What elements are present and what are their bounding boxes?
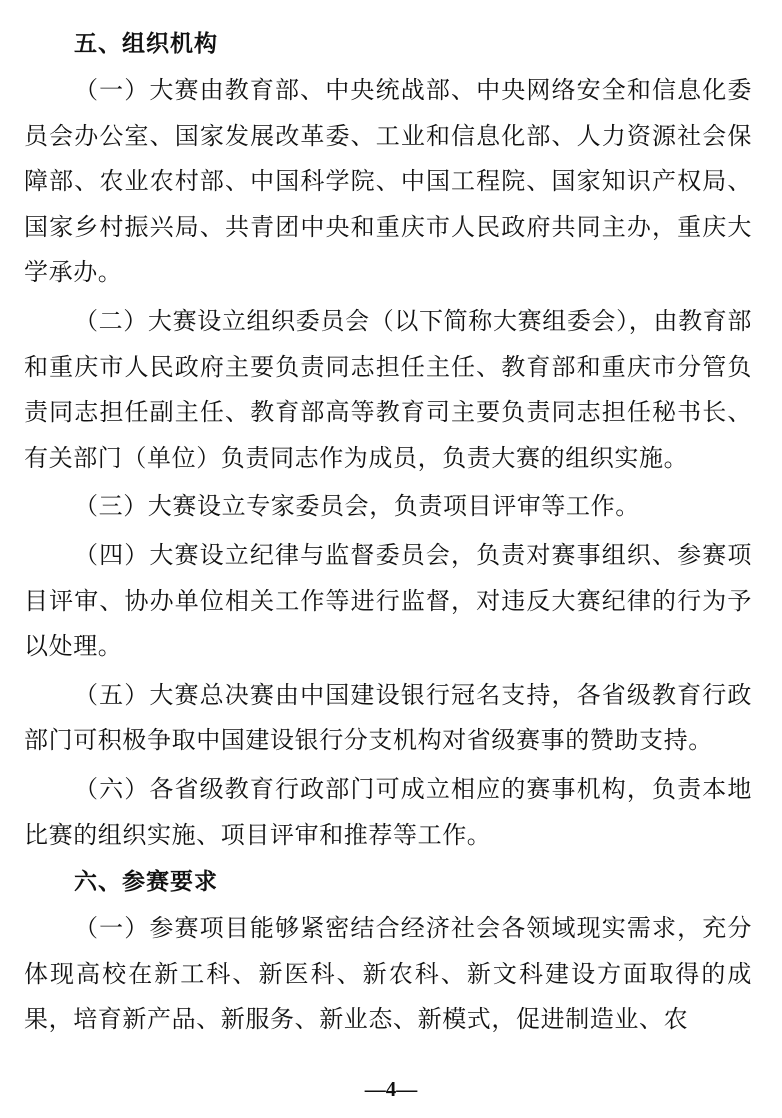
section-heading-organization: 五、组织机构 bbox=[74, 30, 218, 57]
paragraph-project-requirements: （一）参赛项目能够紧密结合经济社会各领域现实需求，充分体现高校在新工科、新医科、新农科、新文科建设方面取得的成果，培育新产品、新服务、新业态、新模式，促进制造业、农 bbox=[24, 914, 752, 1034]
paragraph-sponsorship: （五）大赛总决赛由中国建设银行冠名支持，各省级教育行政部门可积极争取中国建设银行分支机构对省级赛事的赞助支持。 bbox=[24, 680, 752, 755]
section-heading-requirements: 六、参赛要求 bbox=[74, 868, 218, 896]
page-number: —4— bbox=[364, 1077, 418, 1101]
paragraph-expert-committee: （三）大赛设立专家委员会，负责项目评审等工作。 bbox=[74, 492, 640, 521]
paragraph-organizers: （一）大赛由教育部、中央统战部、中央网络安全和信息化委员会办公室、国家发展改革委、工业和信息化部、人力资源社会保障部、农业农村部、中国科学院、中国工程院、国家知识产权局、国家乡村振兴局、共青团中央和重庆市人民政府共同主办，重庆大学承办。 bbox=[24, 76, 752, 287]
paragraph-supervision-committee: （四）大赛设立纪律与监督委员会，负责对赛事组织、参赛项目评审、协办单位相关工作等进行监督，对违反大赛纪律的行为予以处理。 bbox=[24, 540, 752, 661]
paragraph-organizing-committee: （二）大赛设立组织委员会（以下简称大赛组委会），由教育部和重庆市人民政府主要负责同志担任主任、教育部和重庆市分管负责同志担任副主任、教育部高等教育司主要负责同志担任秘书长、有关部门（单位）负责同志作为成员，负责大赛的组织实施。 bbox=[24, 306, 752, 472]
paragraph-provincial-bodies: （六）各省级教育行政部门可成立相应的赛事机构，负责本地比赛的组织实施、项目评审和推荐等工作。 bbox=[24, 774, 752, 849]
document-page bbox=[24, 20, 752, 1043]
